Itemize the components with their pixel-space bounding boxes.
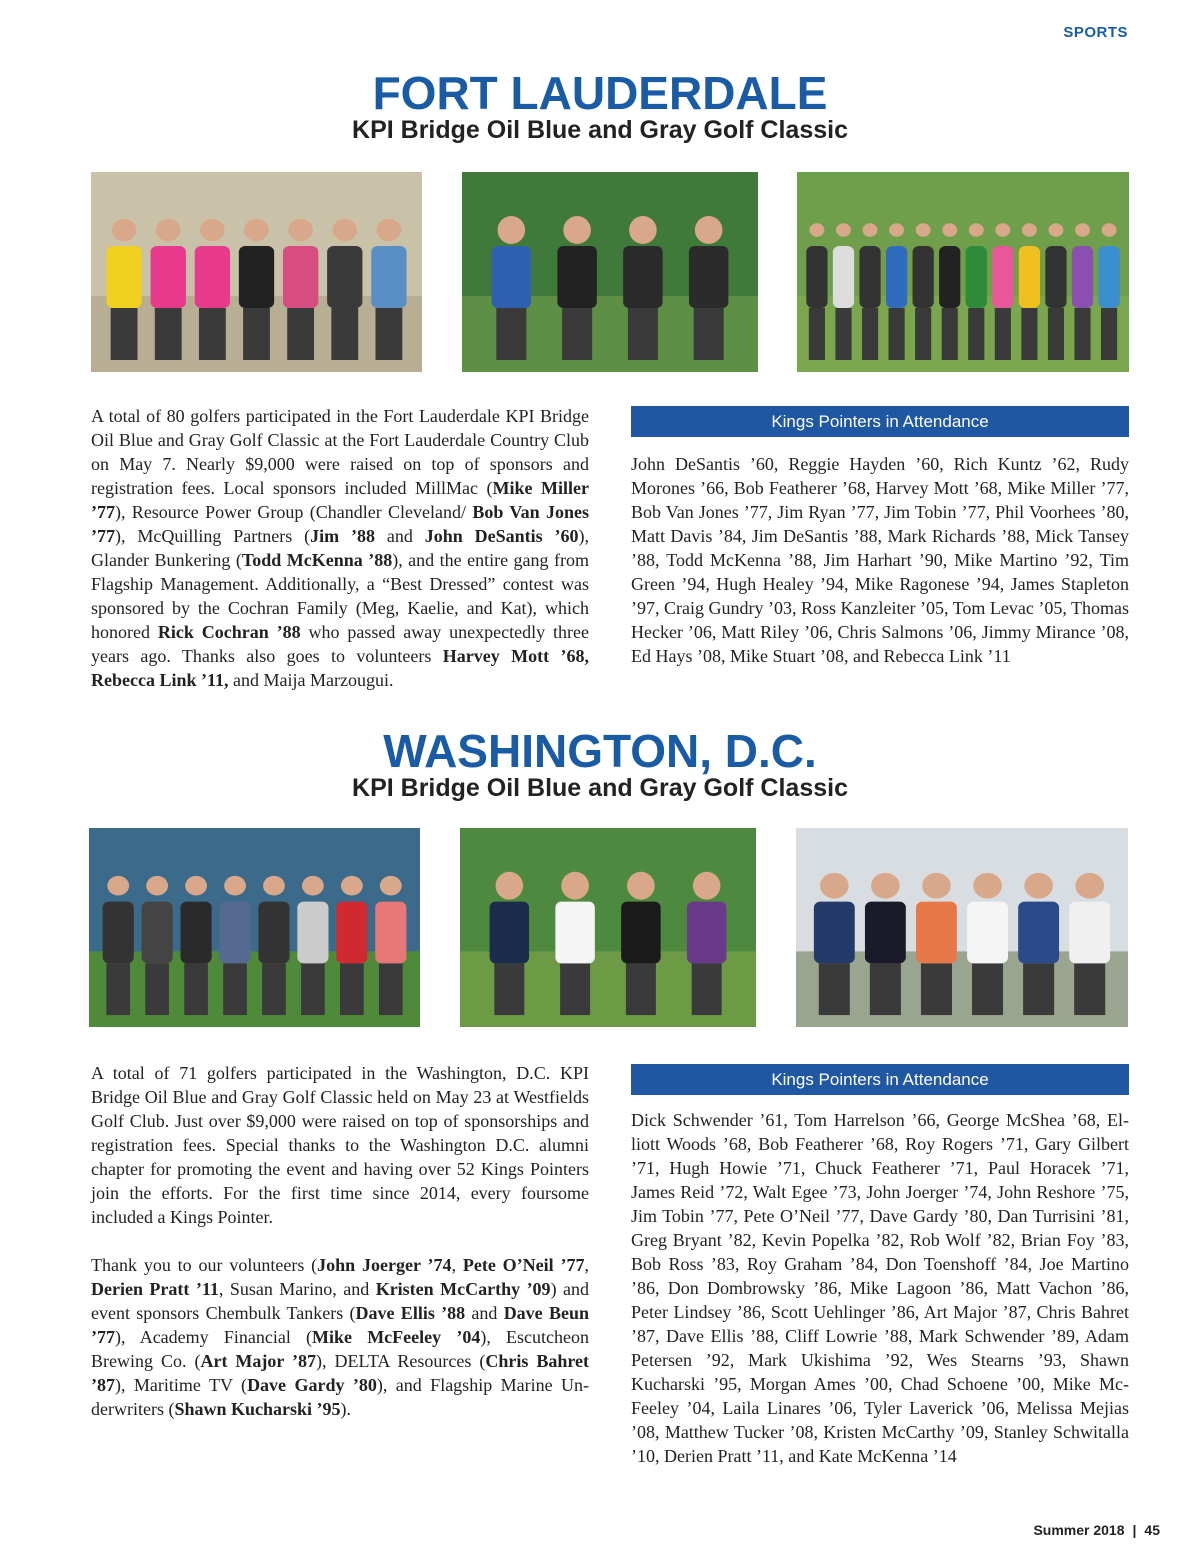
bold-name: Mike McFeeley ’04 [312,1327,481,1347]
fort-lauderdale-photo-1 [91,172,422,372]
washington-subtitle: KPI Bridge Oil Blue and Gray Golf Classic [352,774,848,802]
text-run: ), and the entire gang from Flagship Management. Additionally, a “Best Dressed” contest was sponsored by the Cochran Family (Meg, Kaelie, and Kat), which honored [91,550,589,642]
page-footer [1033,1522,1160,1538]
text-run: and Maija Marzougui. [228,670,394,690]
text-run: Thank you to our volunteers ( [91,1255,318,1275]
fort-lauderdale-attendance-heading: Kings Pointers in Attendance [631,406,1129,437]
bold-name: Kristen McCarthy ’09 [375,1279,551,1299]
text-run: , Susan Marino, and [218,1279,376,1299]
fort-lauderdale-photo-3 [797,172,1129,372]
washington-body-paragraph-2 [91,1253,589,1421]
washington-photo-2 [460,828,756,1027]
fort-lauderdale-attendance-list: John DeSantis ’60, Reggie Hayden ’60, Rich Kuntz ’62, Rudy Morones ’66, Bob Featherer ’68, Harvey Mott ’68, Mike Miller ’77, Bob Van Jones ’77, Jim Ryan ’77, Jim Tobin ’77, Phil Voorhees ’80, Matt Davis ’84, Jim DeSantis ’88, Mark Richards ’88, Mick Tansey ’88, Todd McKenna ’88, Jim Harhart ’90, Mike Martino ’92, Tim Green ’94, Hugh Healey ’94, Mike Ragonese ’94, James Stapleton ’97, Craig Gundry ’03, Ross Kanzleiter ’05, Tom Levac ’05, Thomas Hecker ’06, Matt Riley ’06, Chris Salmons ’06, Jimmy Mirance ’08, Ed Hays ’08, Mike Stuart ’08, and Rebecca Link ’11 [631,454,1129,666]
text-run: ). [340,1399,352,1419]
text-run: ), DELTA Resources ( [316,1351,486,1371]
washington-attendance-list: Dick Schwender ’61, Tom Harrelson ’66, George McShea ’68, Elliott Woods ’68, Bob Featherer ’68, Roy Rogers ’71, Gary Gilbert ’71, Hugh Howie ’71, Chuck Featherer ’71, Paul Horacek ’71, James Reid ’72, Walt Egee ’73, John Joerger ’74, John Reshore ’75, Jim Tobin ’77, Pete O’Neil ’77, Dave Gardy ’80, Dan Turrisini ’81, Greg Bryant ’82, Kevin Popelka ’82, Rob Wolf ’82, Brian Foy ’83, Bob Ross ’83, Roy Graham ’84, Don Toenshoff ’84, Joe Martino ’86, Don Dombrowsky ’86, Mike Lagoon ’86, Matt Vachon ’86, Peter Lindsey ’86, Scott Uehlinger ’86, Art Major ’87, Chris Bahret ’87, Dave Ellis ’88, Cliff Lowrie ’88, Mark Schwender ’89, Adam Petersen ’92, Mark Ukishima ’92, Wes Stearns ’93, Shawn Kucharski ’95, Morgan Ames ’00, Chad Schoene ’00, Mike McFeeley ’04, Laila Linares ’06, Tyler Laverick ’06, Melissa Mejias ’08, Matthew Tucker ’08, Kristen McCarthy ’09, Stanley Schwitalla ’10, Derien Pratt ’11, and Kate McKenna ’14 [631,1110,1129,1466]
bold-name: Harvey Mott ’68, Rebecca Link ’11, [91,646,589,690]
text-run: , [451,1255,463,1275]
text-run: ) and event sponsors Chembulk Tankers ( [91,1279,590,1323]
text-run: and [374,526,425,546]
fort-lauderdale-article [91,404,589,692]
bold-name: Pete O’Neil ’77 [462,1255,585,1275]
issue-label: Summer 2018 [1033,1522,1125,1538]
text-run: ), Glander Bunkering ( [91,526,589,570]
bold-name: Shawn Kucharski ’95 [174,1399,341,1419]
fort-lauderdale-title: FORT LAUDERDALE [372,67,828,119]
washington-title: WASHINGTON, D.C. [383,725,817,777]
text-run: and [465,1303,504,1323]
washington-article [91,1061,589,1421]
bold-name: Derien Pratt ’11 [91,1279,219,1299]
bold-name: Dave Ellis ’88 [355,1303,466,1323]
bold-name: Chris Bahret ’87 [91,1351,590,1395]
text-run: A total of 80 golfers participated in the Fort Lauderdale KPI Bridge Oil Blue and Gray Golf Classic at the Fort Lauderdale Country Club on May 7. Nearly $9,000 were raised on top of sponsors and registration fees. Local sponsors included MillMac ( [91,406,589,498]
text-run: ), Maritime TV ( [115,1375,248,1395]
washington-photo-3 [796,828,1128,1027]
washington-attendance-heading: Kings Pointers in Attendance [631,1064,1129,1095]
washington-body-paragraph-1: A total of 71 golfers participated in the Washington, D.C. KPI Bridge Oil Blue and Gray Golf Classic held on May 23 at Westfields Golf Club. Just over $9,000 were raised on top of sponsorships and registration fees. Special thanks to the Washington D.C. alumni chapter for promoting the event and having over 52 Kings Pointers join the efforts. For the first time since 2014, every foursome included a Kings Pointer. [91,1063,589,1227]
bold-name: John Joerger ’74 [317,1255,452,1275]
fort-lauderdale-photo-2 [462,172,758,372]
text-run: who passed away unexpectedly three years ago. Thanks also goes to volunteers [91,622,589,666]
bold-name: Todd McKenna ’88 [241,550,393,570]
text-run: ), and Flagship Marine Underwriters ( [91,1375,589,1419]
photo-ground [89,951,420,1027]
footer-separator: | [1132,1522,1137,1538]
bold-name: Art Major ’87 [200,1351,317,1371]
text-run: ), Escutcheon Brewing Co. ( [91,1327,589,1371]
bold-name: Bob Van Jones ’77 [91,502,589,546]
washington-photo-1 [89,828,420,1027]
bold-name: Jim ’88 [310,526,375,546]
bold-name: Dave Gardy ’80 [247,1375,377,1395]
fort-lauderdale-body [91,404,589,692]
bold-name: John DeSantis ’60 [424,526,579,546]
bold-name: Dave Beun ’77 [91,1303,589,1347]
text-run: ), Resource Power Group (Chandler Cleveland/ [115,502,473,522]
fort-lauderdale-subtitle: KPI Bridge Oil Blue and Gray Golf Classic [352,116,848,144]
bold-name: Rick Cochran ’88 [157,622,301,642]
page-number: 45 [1144,1522,1160,1538]
section-label: SPORTS [1063,24,1128,41]
text-run: ), Academy Financial ( [115,1327,313,1347]
bold-name: Mike Miller ’77 [91,478,589,522]
text-run: , [584,1255,589,1275]
text-run: ), McQuilling Partners ( [115,526,311,546]
